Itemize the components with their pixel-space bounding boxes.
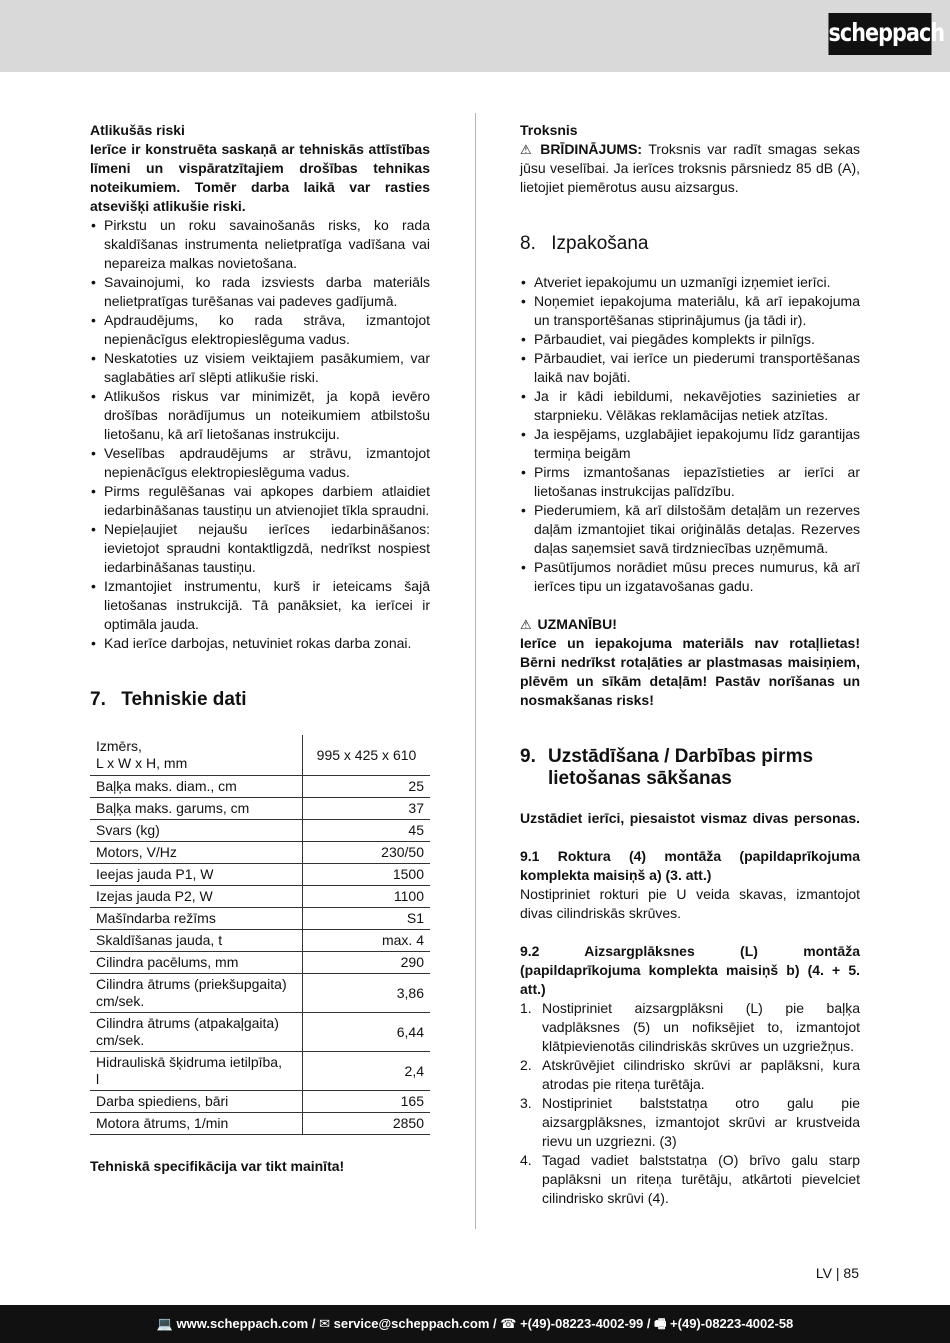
table-cell-label: Hidrauliskā šķidruma ietilpība, l [90, 1052, 303, 1091]
table-row [90, 735, 430, 776]
computer-icon: 💻 [156, 1316, 173, 1331]
section-title: Tehniskie dati [121, 689, 247, 710]
list-item: • Pārbaudiet, vai ierīce un piederumi transportēšanas laikā nav bojāti. [520, 349, 860, 387]
fax-icon: 🖷 [654, 1316, 667, 1331]
setup-heading [520, 746, 860, 790]
list-item: • Savainojumi, ko rada izsviests darba materiāls nelietpratīgas turēšanas vai padeves gadījumā. [90, 273, 430, 311]
step-text: Atskrūvējiet cilindrisko skrūvi ar paplāksni, kura atrodas pie riteņa turētāja. [542, 1057, 860, 1092]
table-row [90, 1052, 430, 1091]
table-cell-label: Darba spiediens, bāri [90, 1091, 303, 1113]
table-row [90, 1113, 430, 1135]
table-cell-label: Motora ātrums, 1/min [90, 1113, 303, 1135]
table-cell-label: Baļķa maks. diam., cm [90, 776, 303, 798]
step-number: 2. [520, 1057, 532, 1073]
list-item: • Piederumiem, kā arī dilstošām detaļām un rezerves daļām izmantojiet tikai oriģinālās detaļas. Rezerves daļas saņemsiet savā tirdzniecības uzņēmumā. [520, 501, 860, 558]
list-item [520, 999, 860, 1056]
noise-warning [520, 140, 860, 197]
setup-intro: Uzstādiet ierīci, piesaistot vismaz divas personas. [520, 810, 860, 826]
table-cell-value: 230/50 [303, 842, 431, 864]
section-number: 8. [520, 233, 536, 254]
tech-heading [90, 689, 430, 711]
section-number: 7. [90, 689, 106, 710]
table-cell-label: Cilindra pacēlums, mm [90, 952, 303, 974]
list-item [520, 1094, 860, 1151]
caution-text: Ierīce un iepakojuma materiāls nav rotaļlietas! Bērni nedrīkst rotaļāties ar plastmasas maisiņiem, plēvēm un sīkām detaļām! Pastāv norīšanas un nosmakšanas risks! [520, 635, 860, 708]
table-row [90, 842, 430, 864]
column-divider [475, 113, 476, 1229]
warning-icon: ⚠ [520, 617, 532, 632]
caution-heading [520, 615, 860, 634]
header-bar [0, 0, 950, 72]
table-cell-label: Mašīndarba režīms [90, 908, 303, 930]
s91-title: 9.1 Roktura (4) montāža (papildaprīkojuma komplekta maisiņš a) (3. att.) [520, 848, 860, 883]
list-item: • Pirkstu un roku savainošanās risks, ko rada skaldīšanas instrumenta nelietpratīga vadīšana vai nepareiza malkas novietošana. [90, 216, 430, 273]
list-item: • Pārbaudiet, vai piegādes komplekts ir pilnīgs. [520, 330, 860, 349]
table-cell-label: Izmērs, L x W x H, mm [90, 735, 303, 776]
warning-label: BRĪDINĀJUMS: [540, 141, 643, 157]
list-item: • Apdraudējums, ko rada strāva, izmantojot nepienācīgus elektropieslēguma vadus. [90, 311, 430, 349]
step-number: 3. [520, 1095, 532, 1111]
table-row [90, 776, 430, 798]
table-cell-value: max. 4 [303, 930, 431, 952]
step-text: Nostipriniet aizsargplāksni (L) pie baļķa vadplāksnes (5) un nofiksējiet to, izmantojot klātpievienotās cilindriskās skrūves un uzgriežņus. [542, 1000, 860, 1054]
table-cell-value: 37 [303, 798, 431, 820]
s92-steps [520, 999, 860, 1208]
table-cell-label: Izejas jauda P2, W [90, 886, 303, 908]
right-column [520, 121, 860, 1208]
pack-list [520, 273, 860, 596]
list-item: • Pasūtījumos norādiet mūsu preces numurus, kā arī ierīces tipu un izgatavošanas gadu. [520, 558, 860, 596]
step-text: Tagad vadiet balststatņa (O) brīvo galu starp paplāksni un riteņa turētāju, atkārtoti pievelciet cilindrisko skrūvi (4). [542, 1152, 860, 1206]
table-cell-value: 3,86 [303, 974, 431, 1013]
table-cell-label: Cilindra ātrums (priekšupgaita) cm/sek. [90, 974, 303, 1013]
scheppach-logo: scheppach [828, 13, 931, 55]
s91-text: Nostipriniet rokturi pie U veida skavas, izmantojot divas cilindriskās skrūves. [520, 886, 860, 921]
list-item: • Kad ierīce darbojas, netuviniet rokas darba zonai. [90, 634, 430, 653]
table-row [90, 908, 430, 930]
list-item: • Pirms izmantošanas iepazīstieties ar ierīci ar lietošanas instrukcijas palīdzību. [520, 463, 860, 501]
table-row [90, 930, 430, 952]
setup-intro-line [520, 809, 860, 828]
footer-email[interactable]: service@scheppach.com [333, 1316, 490, 1331]
table-cell-value: 45 [303, 820, 431, 842]
table-cell-value: 1500 [303, 864, 431, 886]
table-row [90, 820, 430, 842]
list-item: • Nepieļaujiet nejaušu ierīces iedarbināšanos: ievietojot spraudni kontaktligzdā, nedrīkst nospiest iedarbināšanas taustiņu. [90, 520, 430, 577]
section-title: Izpakošana [551, 233, 649, 254]
list-item [520, 1056, 860, 1094]
page-number: LV | 85 [815, 1265, 859, 1281]
table-cell-value: S1 [303, 908, 431, 930]
table-row [90, 1013, 430, 1052]
list-item: • Atlikušos riskus var minimizēt, ja kopā ievēro drošības norādījumus un noteikumiem atbilstošu lietošanu, kā arī lietošanas instrukciju. [90, 387, 430, 444]
mail-icon: ✉ [319, 1316, 330, 1331]
table-cell-label: Skaldīšanas jauda, t [90, 930, 303, 952]
phone-icon: ☎ [500, 1316, 517, 1331]
risks-list [90, 216, 430, 653]
table-cell-label: Baļķa maks. garums, cm [90, 798, 303, 820]
table-row [90, 886, 430, 908]
step-number: 1. [520, 1000, 532, 1016]
section-title: Uzstādīšana / Darbības pirms lietošanas sākšanas [548, 746, 814, 789]
tech-table [90, 735, 430, 1135]
table-cell-label: Cilindra ātrums (atpakaļgaita) cm/sek. [90, 1013, 303, 1052]
left-column [90, 121, 430, 1176]
table-row [90, 798, 430, 820]
table-cell-value: 1100 [303, 886, 431, 908]
step-text: Nostipriniet balststatņa otro galu pie aizsargplāksnes, izmantojot skrūvi ar krustveida rievu un uzgriezni. (3) [542, 1095, 860, 1149]
table-cell-value: 2,4 [303, 1052, 431, 1091]
table-cell-value: 6,44 [303, 1013, 431, 1052]
table-cell-value: 995 x 425 x 610 [303, 735, 431, 776]
table-cell-label: Motors, V/Hz [90, 842, 303, 864]
section-number: 9. [520, 746, 536, 767]
pack-heading [520, 233, 860, 255]
table-cell-label: Svars (kg) [90, 820, 303, 842]
list-item: • Veselības apdraudējums ar strāvu, izmantojot nepienācīgus elektropieslēguma vadus. [90, 444, 430, 482]
risks-title: Atlikušās riski [90, 122, 185, 138]
table-row [90, 974, 430, 1013]
risks-intro: Ierīce ir konstruēta saskaņā ar tehniskās attīstības līmeni un vispāratzītajiem drošības tehnikas noteikumiem. Tomēr darba laikā var rasties atsevišķi atlikušie riski. [90, 141, 430, 214]
list-item: • Ja ir kādi iebildumi, nekavējoties sazinieties ar starpnieku. Vēlākas reklamācijas netiek atzītas. [520, 387, 860, 425]
list-item: • Atveriet iepakojumu un uzmanīgi izņemiet ierīci. [520, 273, 860, 292]
table-row [90, 952, 430, 974]
list-item: • Noņemiet iepakojuma materiālu, kā arī iepakojuma un transportēšanas stiprinājumus (ja tādi ir). [520, 292, 860, 330]
footer-fax: +(49)-08223-4002-58 [670, 1316, 794, 1331]
footer-web[interactable]: www.scheppach.com [176, 1316, 309, 1331]
table-cell-value: 2850 [303, 1113, 431, 1135]
s92-title: 9.2 Aizsargplāksnes (L) montāža (papildaprīkojuma komplekta maisiņš b) (4. + 5. att.) [520, 943, 860, 997]
list-item [520, 1151, 860, 1208]
footer-phone: +(49)-08223-4002-99 [520, 1316, 644, 1331]
list-item: • Neskatoties uz visiem veiktajiem pasākumiem, var saglabāties arī slēpti atlikušie riski. [90, 349, 430, 387]
table-cell-value: 290 [303, 952, 431, 974]
list-item: • Pirms regulēšanas vai apkopes darbiem atlaidiet iedarbināšanas taustiņu un atvienojiet tīkla spraudni. [90, 482, 430, 520]
step-number: 4. [520, 1152, 532, 1168]
noise-text: Troksnis var radīt smagas sekas jūsu veselībai. Ja ierīces troksnis pārsniedz 85 dB (A), lietojiet piemērotus ausu aizsargus. [520, 141, 860, 195]
table-cell-label: Ieejas jauda P1, W [90, 864, 303, 886]
list-item: • Ja iespējams, uzglabājiet iepakojumu līdz garantijas termiņa beigām [520, 425, 860, 463]
noise-title: Troksnis [520, 122, 578, 138]
warning-icon: ⚠ [520, 142, 532, 157]
table-cell-value: 25 [303, 776, 431, 798]
table-row [90, 864, 430, 886]
caution-label: UZMANĪBU! [537, 616, 617, 632]
table-cell-value: 165 [303, 1091, 431, 1113]
tech-note: Tehniskā specifikācija var tikt mainīta! [90, 1158, 345, 1174]
list-item: • Izmantojiet instrumentu, kurš ir ieteicams šajā lietošanas instrukcijā. Tā panāksiet, ka ierīcei ir optimāla jauda. [90, 577, 430, 634]
table-row [90, 1091, 430, 1113]
footer-bar: 💻 www.scheppach.com / ✉ service@scheppach.com / ☎ +(49)-08223-4002-99 / 🖷 +(49)-08223-4002-58 [0, 1305, 950, 1343]
